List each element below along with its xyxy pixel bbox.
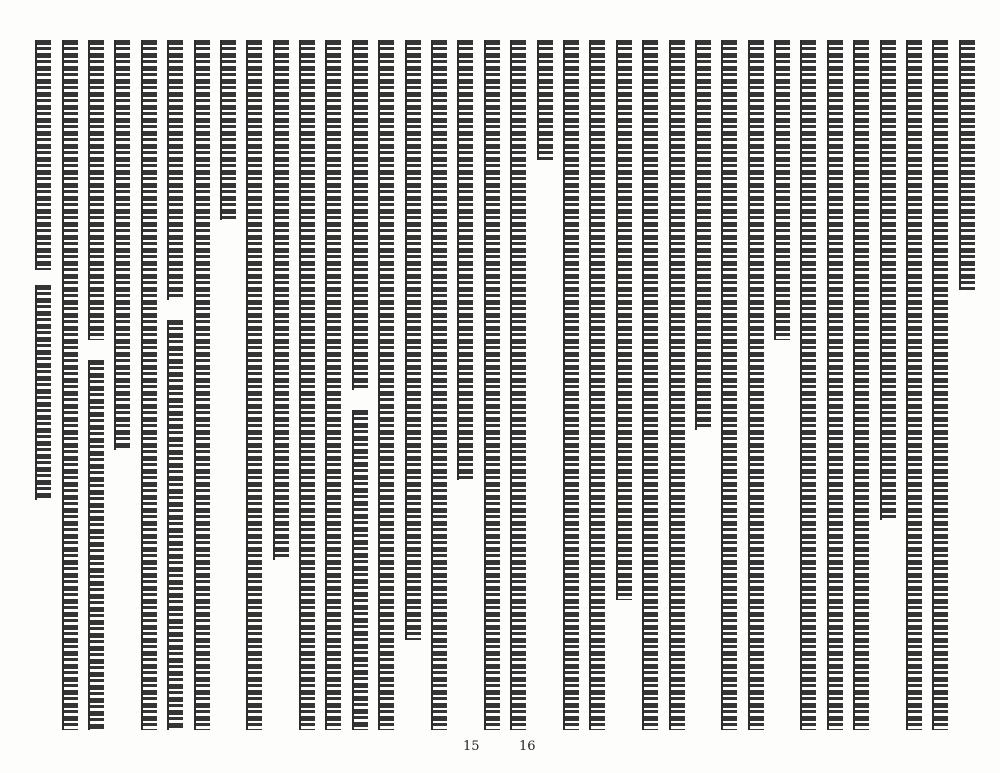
text-line-segment — [774, 40, 790, 340]
text-line-segment — [405, 40, 421, 640]
text-column — [774, 40, 790, 730]
text-line-segment — [273, 40, 289, 560]
text-line-segment — [167, 40, 183, 300]
text-column — [959, 40, 975, 730]
text-column — [589, 40, 605, 730]
text-column — [827, 40, 843, 730]
text-column — [405, 40, 421, 730]
text-column — [431, 40, 447, 730]
text-line-segment — [695, 40, 711, 430]
text-line-segment — [352, 40, 368, 390]
text-column — [352, 40, 368, 730]
mongolian-text-block — [30, 40, 980, 730]
text-line-segment — [906, 40, 922, 730]
text-line-segment — [299, 40, 315, 730]
text-column — [721, 40, 737, 730]
text-column — [62, 40, 78, 730]
text-line-segment — [748, 40, 764, 730]
text-line-segment — [669, 40, 685, 730]
text-line-segment — [589, 40, 605, 730]
text-column — [299, 40, 315, 730]
text-line-segment — [352, 410, 368, 730]
text-column — [642, 40, 658, 730]
text-line-segment — [959, 40, 975, 290]
text-line-segment — [220, 40, 236, 220]
text-line-segment — [800, 40, 816, 730]
text-column — [853, 40, 869, 730]
text-line-segment — [827, 40, 843, 730]
text-column — [457, 40, 473, 730]
text-line-segment — [167, 320, 183, 730]
text-column — [906, 40, 922, 730]
text-line-segment — [563, 40, 579, 730]
text-line-segment — [932, 40, 948, 730]
text-line-segment — [141, 40, 157, 730]
page-number-left: 15 — [463, 739, 480, 754]
text-column — [141, 40, 157, 730]
text-column — [114, 40, 130, 730]
page-number-right: 16 — [519, 739, 536, 754]
text-line-segment — [35, 285, 51, 500]
text-column — [484, 40, 500, 730]
text-line-segment — [880, 40, 896, 520]
text-line-segment — [88, 360, 104, 730]
text-column — [35, 40, 51, 730]
text-column — [695, 40, 711, 730]
text-column — [273, 40, 289, 730]
text-line-segment — [537, 40, 553, 160]
text-column — [167, 40, 183, 730]
text-line-segment — [616, 40, 632, 600]
text-line-segment — [378, 40, 394, 730]
text-column — [748, 40, 764, 730]
text-line-segment — [457, 40, 473, 480]
text-line-segment — [431, 40, 447, 730]
text-line-segment — [194, 40, 210, 730]
text-line-segment — [510, 40, 526, 730]
text-line-segment — [246, 40, 262, 730]
text-line-segment — [114, 40, 130, 450]
text-column — [220, 40, 236, 730]
text-column — [378, 40, 394, 730]
text-column — [616, 40, 632, 730]
text-column — [800, 40, 816, 730]
text-column — [537, 40, 553, 730]
text-column — [88, 40, 104, 730]
text-line-segment — [325, 40, 341, 730]
text-line-segment — [62, 40, 78, 730]
text-column — [246, 40, 262, 730]
text-column — [880, 40, 896, 730]
text-column — [932, 40, 948, 730]
text-line-segment — [853, 40, 869, 730]
text-column — [669, 40, 685, 730]
text-line-segment — [642, 40, 658, 730]
text-column — [194, 40, 210, 730]
text-line-segment — [88, 40, 104, 340]
text-line-segment — [484, 40, 500, 730]
text-line-segment — [721, 40, 737, 730]
text-column — [563, 40, 579, 730]
text-column — [510, 40, 526, 730]
text-column — [325, 40, 341, 730]
text-line-segment — [35, 40, 51, 270]
